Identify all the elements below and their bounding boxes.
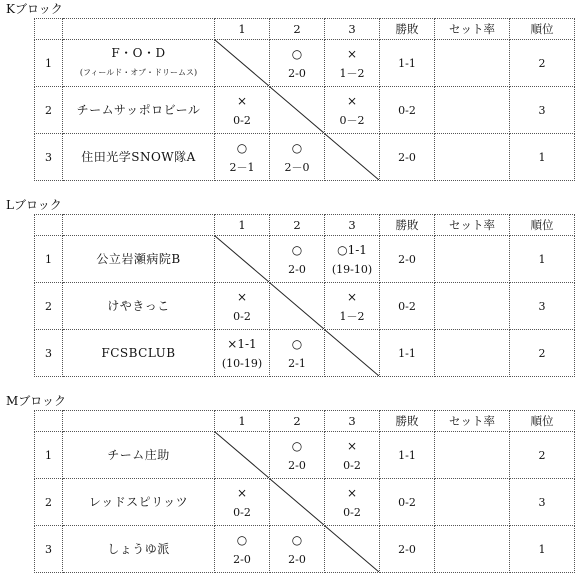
rank: 2: [510, 330, 575, 377]
win-loss-record: 2-0: [380, 526, 435, 573]
column-header: 3: [325, 19, 380, 40]
set-rate: [435, 87, 510, 134]
win-loss-record: 1-1: [380, 40, 435, 87]
result-score: 2-0: [233, 552, 251, 566]
match-result-cell: [215, 330, 270, 377]
team-row: [35, 526, 575, 573]
result-score: 1－2: [339, 309, 365, 323]
team-number: 2: [35, 479, 63, 526]
team-row: [35, 87, 575, 134]
header-row: [35, 215, 575, 236]
column-header: 2: [270, 411, 325, 432]
rank: 1: [510, 134, 575, 181]
result-mark: ○: [291, 140, 303, 155]
match-result-cell: [215, 134, 270, 181]
match-result-cell: [325, 479, 380, 526]
team-number: 1: [35, 432, 63, 479]
result-score: 2-0: [288, 552, 306, 566]
result-mark: ○: [291, 336, 303, 351]
diagonal-slash: [270, 479, 324, 525]
header-blank-cell: [63, 19, 215, 40]
win-loss-record: 0-2: [380, 283, 435, 330]
result-score: 2-0: [288, 458, 306, 472]
team-name: 住田光学SNOW隊A: [81, 149, 196, 164]
win-loss-record: 0-2: [380, 87, 435, 134]
team-row: [35, 283, 575, 330]
self-match-cell: [270, 479, 325, 526]
match-result-cell: [325, 87, 380, 134]
result-mark: ×: [346, 46, 358, 61]
block-title: Mブロック: [6, 394, 67, 408]
match-result-cell: [270, 134, 325, 181]
team-row: [35, 479, 575, 526]
rank: 1: [510, 236, 575, 283]
column-header: 2: [270, 19, 325, 40]
team-name: しょうゆ派: [107, 541, 170, 556]
column-header: 1: [215, 19, 270, 40]
header-blank-cell: [35, 411, 63, 432]
league-table: [34, 18, 575, 181]
result-mark: ×: [346, 289, 358, 304]
result-mark: ×: [346, 485, 358, 500]
match-result-cell: [215, 526, 270, 573]
result-mark: ○: [236, 140, 248, 155]
result-mark: ×: [236, 289, 248, 304]
self-match-cell: [215, 236, 270, 283]
set-rate: [435, 236, 510, 283]
column-header: 順位: [510, 215, 575, 236]
result-mark: ×: [346, 93, 358, 108]
set-rate: [435, 330, 510, 377]
rank: 2: [510, 40, 575, 87]
rank: 3: [510, 479, 575, 526]
column-header: 3: [325, 215, 380, 236]
win-loss-record: 2-0: [380, 236, 435, 283]
match-result-cell: [215, 87, 270, 134]
rank: 3: [510, 87, 575, 134]
set-rate: [435, 283, 510, 330]
block-title: Kブロック: [6, 2, 63, 16]
win-loss-record: 1-1: [380, 330, 435, 377]
header-blank-cell: [35, 19, 63, 40]
set-rate: [435, 526, 510, 573]
match-result-cell: [325, 283, 380, 330]
block-title: Lブロック: [6, 198, 62, 212]
set-rate: [435, 134, 510, 181]
match-result-cell: [215, 479, 270, 526]
team-name: けやきっこ: [107, 298, 170, 313]
result-score: 0-2: [343, 505, 361, 519]
team-row: [35, 432, 575, 479]
team-name-cell: [63, 330, 215, 377]
team-name-cell: [63, 40, 215, 87]
match-result-cell: [270, 432, 325, 479]
match-result-cell: [270, 236, 325, 283]
team-name-cell: [63, 432, 215, 479]
column-header: セット率: [435, 19, 510, 40]
column-header: 順位: [510, 19, 575, 40]
result-score: (10-19): [221, 356, 263, 370]
team-row: [35, 40, 575, 87]
team-number: 1: [35, 236, 63, 283]
diagonal-slash: [325, 526, 379, 572]
diagonal-slash: [215, 40, 269, 86]
match-result-cell: [325, 236, 380, 283]
result-mark: ○: [291, 242, 303, 257]
result-score: 2－0: [284, 160, 310, 174]
diagonal-slash: [325, 330, 379, 376]
self-match-cell: [270, 283, 325, 330]
win-loss-record: 0-2: [380, 479, 435, 526]
team-number: 3: [35, 134, 63, 181]
column-header: 順位: [510, 411, 575, 432]
league-table: [34, 410, 575, 573]
result-score: 2-0: [288, 66, 306, 80]
result-mark: ○: [291, 46, 303, 61]
win-loss-record: 1-1: [380, 432, 435, 479]
team-number: 2: [35, 87, 63, 134]
column-header: 勝敗: [380, 215, 435, 236]
result-mark: ○: [236, 532, 248, 547]
team-name-cell: [63, 134, 215, 181]
team-row: [35, 134, 575, 181]
result-score: 1－2: [339, 66, 365, 80]
result-score: (19-10): [331, 262, 373, 276]
self-match-cell: [325, 526, 380, 573]
header-row: [35, 411, 575, 432]
result-mark: ×: [236, 93, 248, 108]
team-name-cell: [63, 236, 215, 283]
result-mark: ○: [291, 438, 303, 453]
header-blank-cell: [63, 215, 215, 236]
team-name-cell: [63, 87, 215, 134]
result-score: 2-1: [288, 356, 306, 370]
column-header: 2: [270, 215, 325, 236]
team-name-cell: [63, 283, 215, 330]
column-header: 1: [215, 411, 270, 432]
team-name: 公立岩瀬病院B: [96, 251, 181, 266]
result-score: 0-2: [233, 113, 251, 127]
team-row: [35, 236, 575, 283]
result-mark: ×: [236, 485, 248, 500]
header-blank-cell: [63, 411, 215, 432]
diagonal-slash: [270, 283, 324, 329]
self-match-cell: [325, 330, 380, 377]
result-score: 0-2: [233, 309, 251, 323]
team-number: 3: [35, 526, 63, 573]
match-result-cell: [270, 526, 325, 573]
column-header: 勝敗: [380, 411, 435, 432]
result-mark: ○: [291, 532, 303, 547]
result-mark: ×1-1: [227, 336, 257, 351]
diagonal-slash: [270, 87, 324, 133]
result-mark: ×: [346, 438, 358, 453]
league-table: [34, 214, 575, 377]
team-row: [35, 330, 575, 377]
result-score: 2-0: [288, 262, 306, 276]
team-subname: (フィールド・オブ・ドリームス): [79, 68, 198, 77]
win-loss-record: 2-0: [380, 134, 435, 181]
column-header: 勝敗: [380, 19, 435, 40]
team-number: 1: [35, 40, 63, 87]
column-header: 1: [215, 215, 270, 236]
team-number: 2: [35, 283, 63, 330]
self-match-cell: [270, 87, 325, 134]
match-result-cell: [215, 283, 270, 330]
result-score: 0－2: [339, 113, 365, 127]
self-match-cell: [325, 134, 380, 181]
diagonal-slash: [215, 236, 269, 282]
set-rate: [435, 479, 510, 526]
rank: 2: [510, 432, 575, 479]
set-rate: [435, 40, 510, 87]
rank: 3: [510, 283, 575, 330]
team-name: レッドスピリッツ: [88, 494, 189, 509]
match-result-cell: [325, 40, 380, 87]
match-result-cell: [270, 330, 325, 377]
diagonal-slash: [325, 134, 379, 180]
team-name: F・O・D: [111, 46, 166, 60]
diagonal-slash: [215, 432, 269, 478]
result-score: 0-2: [343, 458, 361, 472]
team-name: FCSBCLUB: [101, 345, 176, 360]
team-name-cell: [63, 526, 215, 573]
team-name: チームサッポロビール: [76, 102, 201, 117]
match-result-cell: [270, 40, 325, 87]
match-result-cell: [325, 432, 380, 479]
column-header: 3: [325, 411, 380, 432]
team-name: チーム庄助: [107, 447, 170, 462]
header-blank-cell: [35, 215, 63, 236]
self-match-cell: [215, 40, 270, 87]
set-rate: [435, 432, 510, 479]
result-score: 2－1: [229, 160, 255, 174]
header-row: [35, 19, 575, 40]
result-mark: ○1-1: [337, 242, 367, 257]
team-name-cell: [63, 479, 215, 526]
column-header: セット率: [435, 411, 510, 432]
team-number: 3: [35, 330, 63, 377]
result-score: 0-2: [233, 505, 251, 519]
self-match-cell: [215, 432, 270, 479]
rank: 1: [510, 526, 575, 573]
column-header: セット率: [435, 215, 510, 236]
